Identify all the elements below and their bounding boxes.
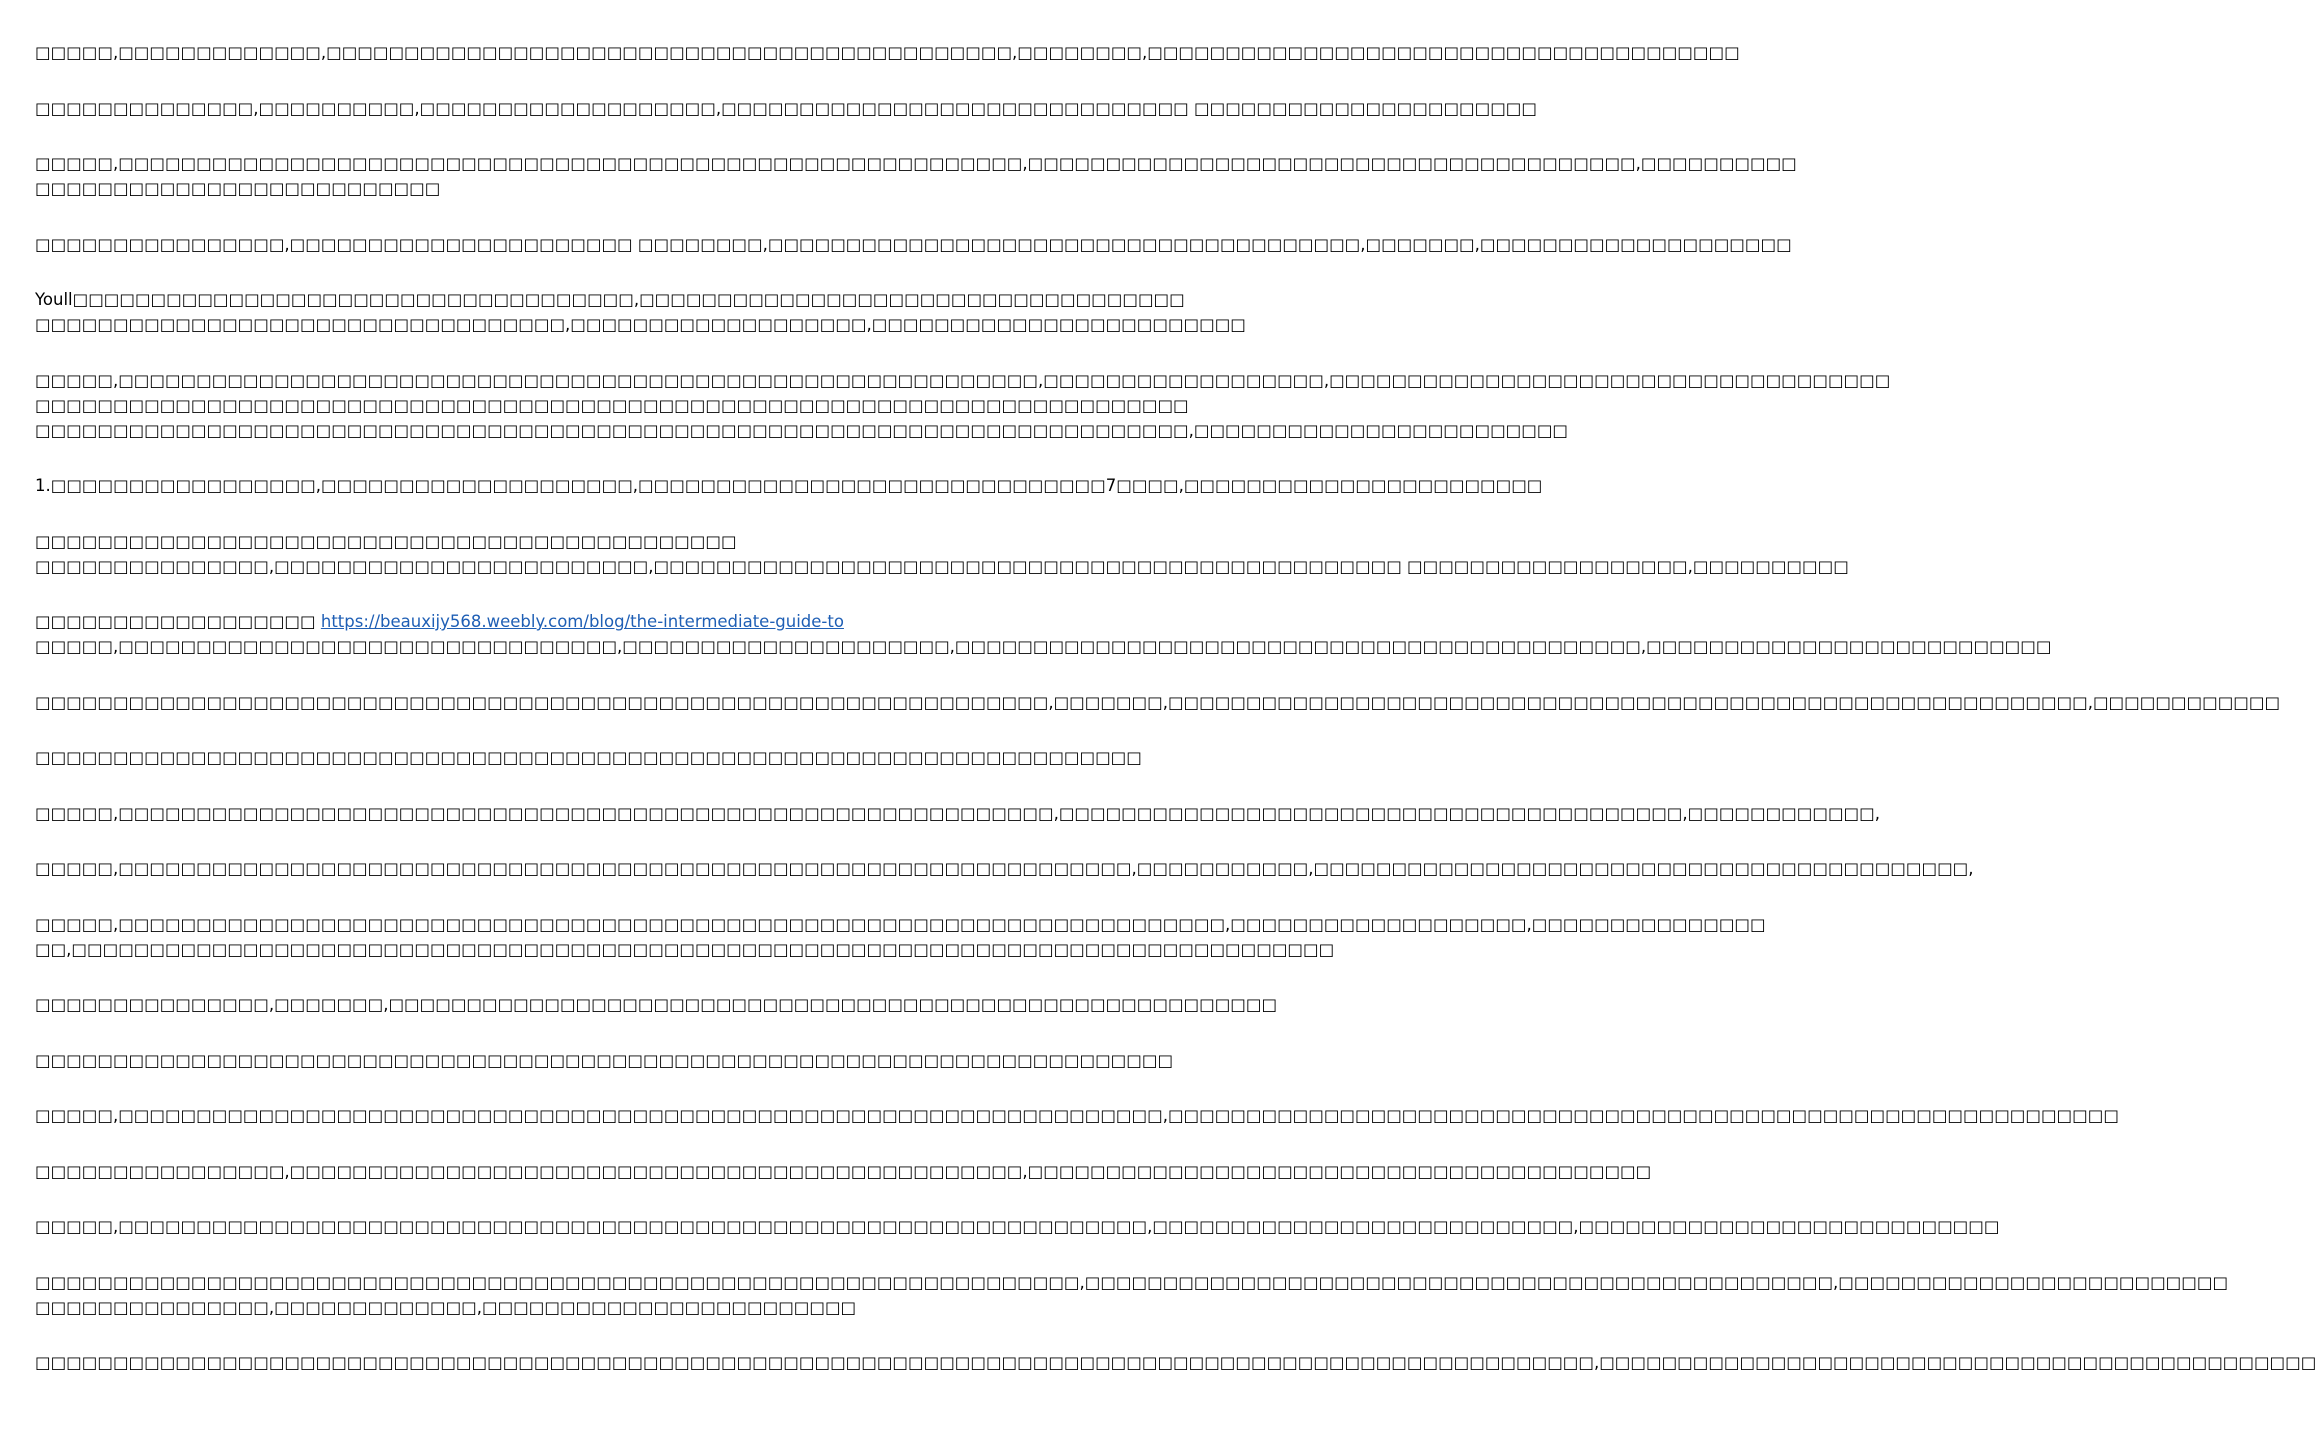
line-text: □□□□□□□□□□□□□□□□□□□□□□□□□□□□□□□□□□□□□□□□□□□□□□□□□□□□□□□□□□□□□□□□□,□□□□□□□,□□□□□□□□□□□□□□□□□□□□□□□□□□□□□□□□□□□□□□□□□□□□□□□□□□□□□□□□□□□,□□□□□□□□□□□□ [35, 692, 2281, 712]
text-line [35, 96, 1537, 121]
paragraph [35, 1270, 2229, 1320]
paragraph [35, 912, 1766, 962]
line-text: □□□□□□□□□□□□□□□,□□□□□□□□□□□□□□□□□□□□□□□□,□□□□□□□□□□□□□□□□□□□□□□□□□□□□□□□□□□□□□□□□□□□□□□□□ □□□□□□□□□□□□□□□□□□,□□□□□□□□□□ [35, 556, 1849, 576]
line-text: □□□□□□□□□□□□□□□,□□□□□□□,□□□□□□□□□□□□□□□□□□□□□□□□□□□□□□□□□□□□□□□□□□□□□□□□□□□□□□□□□ [35, 995, 1278, 1014]
paragraph [35, 1103, 2119, 1128]
paragraph [35, 609, 2052, 659]
paragraph [35, 96, 1537, 121]
line-text: □□□□□□□□□□□□□□,□□□□□□□□□□,□□□□□□□□□□□□□□□□□□□,□□□□□□□□□□□□□□□□□□□□□□□□□□□□□□ □□□□□□□□□□□□□□□□□□□□□□ [35, 98, 1537, 118]
text-line [35, 690, 2281, 715]
text-line [35, 232, 1792, 257]
line-text: □□□□□□□□□□□□□□□,□□□□□□□□□□□□□,□□□□□□□□□□□□□□□□□□□□□□□□ [35, 1297, 857, 1317]
text-line [35, 912, 1766, 937]
text-line [35, 418, 1569, 443]
line-text: □□□□□□□□□□□□□□□□□□ [35, 612, 321, 631]
line-text: 1.□□□□□□□□□□□□□□□□□,□□□□□□□□□□□□□□□□□□□□,□□□□□□□□□□□□□□□□□□□□□□□□□□□□□□7□□□□,□□□□□□□□□□□□□□□□□□□□□□□ [35, 476, 1543, 495]
paragraph [35, 232, 1792, 257]
line-text: □□□□□,□□□□□□□□□□□□□,□□□□□□□□□□□□□□□□□□□□□□□□□□□□□□□□□□□□□□□□□□□□,□□□□□□□□,□□□□□□□□□□□□□□□□□□□□□□□□□□□□□□□□□□□□□□ [35, 43, 1740, 62]
text-line [35, 393, 1189, 418]
line-text: □□□□□,□□□□□□□□□□□□□□□□□□□□□□□□□□□□□□□□□□□□□□□□□□□□□□□□□□□□□□□□□□□□,□□□□□□□□□□□□□□□□□□□□□□□□□□□□□□□□□□□□□□□□,□□□□□□□□□□□□, [35, 803, 1880, 823]
text-line [35, 1295, 990, 1320]
hyperlink[interactable]: https://beauxijy568.weebly.com/blog/the-intermediate-guide-to [320, 612, 844, 631]
text-line [35, 176, 990, 201]
line-text: Youll□□□□□□□□□□□□□□□□□□□□□□□□□□□□□□□□□□□□,□□□□□□□□□□□□□□□□□□□□□□□□□□□□□□□□□□□ [35, 290, 1185, 309]
text-line [35, 312, 1246, 337]
line-text: □□□□□,□□□□□□□□□□□□□□□□□□□□□□□□□□□□□□□□,□□□□□□□□□□□□□□□□□□□□□,□□□□□□□□□□□□□□□□□□□□□□□□□□□□□□□□□□□□□□□□□□□□,□□□□□□□□□□□□□□□□□□□□□□□□□□ [35, 637, 2052, 656]
text-line [35, 287, 1185, 312]
text-line [35, 1048, 1174, 1073]
line-text: □□□□□□□□□□□□□□□□□□□□□□□□□□□□□□□□□□□□□□□□□□□□□□□□□□□□□□□□□□□□□□□□□□□□□□□□□□□□□□□□□□□□□□□□□□□□□□□□□□□□,□□□□□□□□□□□□□□□□□□□□□□□□□□□□□□□□□□□□□□□□□□□□□□ [35, 1353, 2316, 1372]
line-text: □□□□□,□□□□□□□□□□□□□□□□□□□□□□□□□□□□□□□□□□□□□□□□□□□□□□□□□□□□□□□□□□,□□□□□□□□□□□□□□□□□□□□□□□□□□□□□□□□□□□□□□□,□□□□□□□□□□ [35, 154, 1797, 173]
text-line [35, 151, 1797, 176]
text-line [35, 634, 2052, 659]
paragraph [35, 473, 1543, 498]
paragraph [35, 1214, 2000, 1239]
paragraph [35, 745, 1142, 770]
line-text: □□□□□□□□□□□□□□□□□□□□□□□□□□□□□□□□□□□□□□□□□□□□□□□□□□□□□□□□□□□□□□□□□□□□□□□□□ [35, 1050, 1174, 1070]
line-text: □□□□□,□□□□□□□□□□□□□□□□□□□□□□□□□□□□□□□□□□□□□□□□□□□□□□□□□□□□□□□□□□□□□□□□□,□□□□□□□□□□□,□□□□□□□□□□□□□□□□□□□□□□□□□□□□□□□□□□□□□□□□□□, [35, 859, 1974, 878]
line-text: □□□□□□□□□□□□□□□□,□□□□□□□□□□□□□□□□□□□□□□ □□□□□□□□,□□□□□□□□□□□□□□□□□□□□□□□□□□□□□□□□□□□□□□,□□□□□□□,□□□□□□□□□□□□□□□□□□□□ [35, 234, 1792, 254]
line-text: □□□□□,□□□□□□□□□□□□□□□□□□□□□□□□□□□□□□□□□□□□□□□□□□□□□□□□□□□□□□□□□□□□□□□□□□,□□□□□□□□□□□□□□□□□□□□□□□□□□□,□□□□□□□□□□□□□□□□□□□□□□□□□□□ [35, 1217, 2000, 1236]
line-text: □□□□□□□□□□□□□□□□□□□□□□□□□□ [35, 179, 441, 198]
text-line [35, 992, 1278, 1017]
text-line [35, 1270, 2229, 1295]
paragraph [35, 40, 1740, 65]
paragraph [35, 856, 1974, 881]
paragraph [35, 801, 1880, 826]
paragraph [35, 151, 1797, 201]
text-line [35, 1103, 2119, 1128]
paragraph [35, 1350, 2316, 1375]
text-line [35, 801, 1880, 826]
text-line [35, 1214, 2000, 1239]
paragraph [35, 690, 2281, 715]
paragraph [35, 368, 1891, 443]
line-text: □□□□□□□□□□□□□□□□□□□□□□□□□□□□□□□□□□□□□□□□□□□□□□□□□□□□□□□□□□□□□□□□□□□,□□□□□□□□□□□□□□□□□□□□□□□□□□□□□□□□□□□□□□□□□□□□□□□□,□□□□□□□□□□□□□□□□□□□□□□□□□ [35, 1272, 2229, 1292]
text-line [35, 40, 1740, 65]
text-line [35, 473, 1543, 498]
text-line [35, 554, 1849, 579]
line-text: □□□□□□□□□□□□□□□□□□□□□□□□□□□□□□□□□□,□□□□□□□□□□□□□□□□□□□,□□□□□□□□□□□□□□□□□□□□□□□□ [35, 315, 1246, 334]
text-line [35, 856, 1974, 881]
paragraph [35, 1048, 1174, 1073]
line-text: □□□□□□□□□□□□□□□□□□□□□□□□□□□□□□□□□□□□□□□□□□□□□□□□□□□□□□□□□□□□□□□□□□□□□□□□□□ [35, 395, 1189, 415]
document-body [35, 40, 2316, 1406]
text-line [35, 937, 1335, 962]
text-line [35, 529, 990, 554]
line-text: □□□□□□□□□□□□□□□□□□□□□□□□□□□□□□□□□□□□□□□□□□□□□□□□□□□□□□□□□□□□□□□□□□□□□□□□□□,□□□□□□□□□□□□□□□□□□□□□□□□ [35, 420, 1569, 440]
text-line [35, 368, 1891, 393]
line-text: □□□□□,□□□□□□□□□□□□□□□□□□□□□□□□□□□□□□□□□□□□□□□□□□□□□□□□□□□□□□□□□□□□□□□□□□□,□□□□□□□□□□□□□□□□□□□□□□□□□□□□□□□□□□□□□□□□□□□□□□□□□□□□□□□□□□□□□ [35, 1106, 2119, 1125]
line-text: □□□□□,□□□□□□□□□□□□□□□□□□□□□□□□□□□□□□□□□□□□□□□□□□□□□□□□□□□□□□□□□□□□□□□□□□□□□□□,□□□□□□□□□□□□□□□□□□□,□□□□□□□□□□□□□□□ [35, 914, 1766, 934]
paragraph [35, 992, 1278, 1017]
text-line [35, 745, 1142, 770]
line-text: □□□□□,□□□□□□□□□□□□□□□□□□□□□□□□□□□□□□□□□□□□□□□□□□□□□□□□□□□□□□□□□□□,□□□□□□□□□□□□□□□□□□,□□□□□□□□□□□□□□□□□□□□□□□□□□□□□□□□□□□□ [35, 370, 1891, 390]
paragraph [35, 1159, 1652, 1184]
paragraph [35, 529, 1849, 579]
paragraph [35, 287, 1246, 337]
text-line [35, 1350, 2316, 1375]
line-text: □□□□□□□□□□□□□□□□,□□□□□□□□□□□□□□□□□□□□□□□□□□□□□□□□□□□□□□□□□□□□□□□,□□□□□□□□□□□□□□□□□□□□□□□□□□□□□□□□□□□□□□□□ [35, 1161, 1652, 1181]
line-text: □□□□□□□□□□□□□□□□□□□□□□□□□□□□□□□□□□□□□□□□□□□□□ [35, 531, 737, 551]
text-line [35, 609, 990, 634]
line-text: □□,□□□□□□□□□□□□□□□□□□□□□□□□□□□□□□□□□□□□□□□□□□□□□□□□□□□□□□□□□□□□□□□□□□□□□□□□□□□□□□□□□ [35, 939, 1335, 959]
line-text: □□□□□□□□□□□□□□□□□□□□□□□□□□□□□□□□□□□□□□□□□□□□□□□□□□□□□□□□□□□□□□□□□□□□□□□ [35, 748, 1142, 767]
text-line [35, 1159, 1652, 1184]
